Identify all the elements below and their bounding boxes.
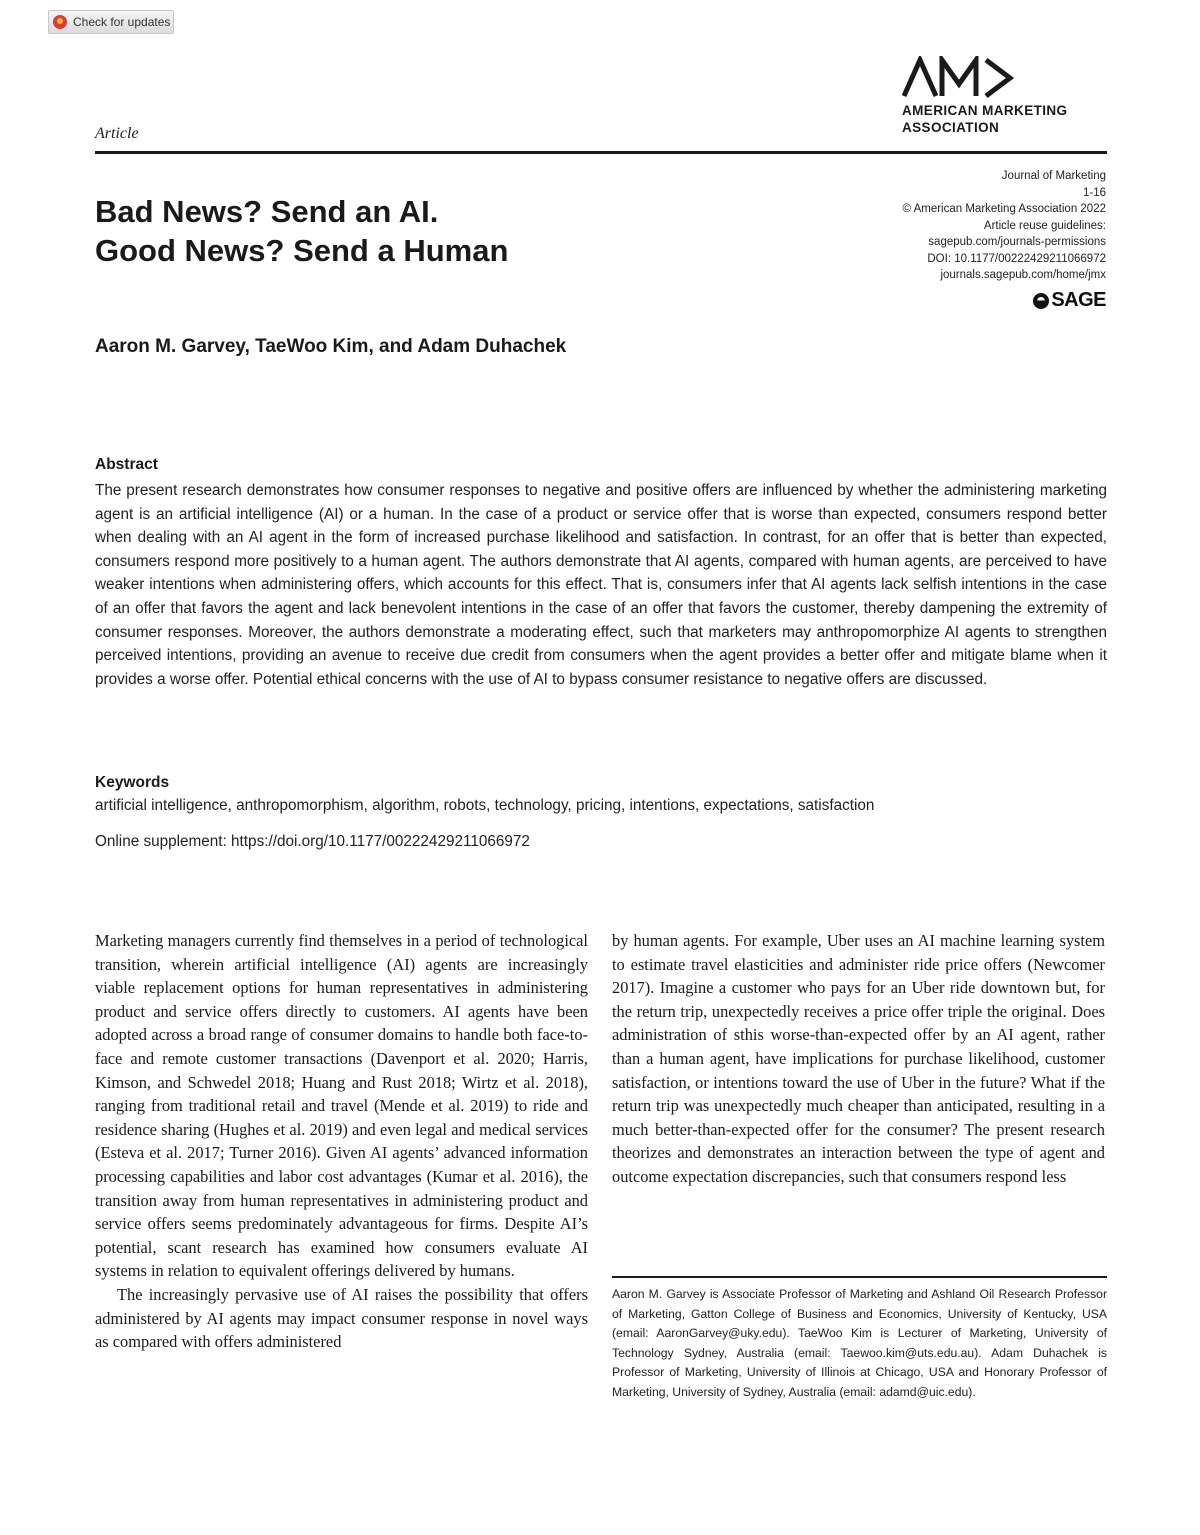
author-list: Aaron M. Garvey, TaeWoo Kim, and Adam Duhachek bbox=[95, 336, 567, 357]
body-paragraph: Marketing managers currently find themselves in a period of technological transition, wherein artificial intelligence (AI) agents are increasingly viable replacement options for human representatives in administering product and service offers directly to customers. AI agents have been adopted across a broad range of consumer domains to handle both face-to-face and remote customer transactions (Davenport et al. 2020; Harris, Kimson, and Schwedel 2018; Huang and Rust 2018; Wirtz et al. 2018), ranging from traditional retail and travel (Mende et al. 2019) to ride and residence sharing (Hughes et al. 2019) and even legal and medical services (Esteva et al. 2017; Turner 2016). Given AI agents’ advanced information processing capabilities and labor cost advantages (Kumar et al. 2016), the transition away from human representatives in administering product and service offers seems predominately advantageous for firms. Despite AI’s potential, scant research has examined how consumers evaluate AI systems in relation to equivalent offerings delivered by humans. bbox=[95, 931, 588, 1281]
journal-link[interactable]: journals.sagepub.com/home/jmx bbox=[940, 269, 1106, 281]
page-range: 1-16 bbox=[1082, 186, 1106, 199]
copyright: © American Marketing Association 2022 bbox=[902, 203, 1106, 215]
reuse-link[interactable]: sagepub.com/journals-permissions bbox=[928, 236, 1106, 248]
title-line-2: Good News? Send a Human bbox=[95, 233, 509, 268]
body-paragraph: by human agents. For example, Uber uses an AI machine learning system to estimate travel elasticities and administer ride price offers (Newcomer 2017). Imagine a customer who pays for an Uber ride downtown but, for the return trip, unexpectedly receives a price offer triple the original. Does administration of sthis worse-than-expected offer by an AI agent, rather than a human agent, have implications for purchase likelihood, customer satisfaction, or intentions toward the use of Uber in the future? What if the return trip was unexpectedly much cheaper than anticipated, resulting in a much better-than-expected offer for the consumer? The present research theorizes and demonstrates an interaction between the type of agent and outcome expectation discrepancies, such that consumers respond less bbox=[612, 931, 1105, 1186]
ama-name bbox=[902, 102, 1112, 136]
title-line-1: Bad News? Send an AI. bbox=[95, 194, 439, 229]
ama-logo-mark-icon bbox=[902, 56, 1014, 100]
update-badge-icon bbox=[53, 15, 67, 29]
header-rule bbox=[95, 151, 1107, 154]
journal-name: Journal of Marketing bbox=[1001, 170, 1106, 182]
body-column-left bbox=[95, 929, 588, 1354]
check-for-updates-label: Check for updates bbox=[73, 15, 171, 29]
ama-name-line1: AMERICAN MARKETING bbox=[902, 103, 1068, 118]
check-for-updates-button[interactable] bbox=[48, 10, 174, 34]
body-paragraph: The increasingly pervasive use of AI raises the possibility that offers administered by AI agents may impact consumer response in novel ways as compared with offers administered bbox=[95, 1284, 588, 1352]
sage-circle-icon bbox=[1033, 293, 1049, 309]
article-title bbox=[95, 192, 795, 270]
ama-name-line2: ASSOCIATION bbox=[902, 120, 1000, 135]
author-affiliations-footnote: Aaron M. Garvey is Associate Professor of Marketing and Ashland Oil Research Professor of Marketing, Gatton College of Business and Economics, University of Kentucky, USA (email: AaronGarvey@uky.edu). TaeWoo Kim is Lecturer of Marketing, University of Technology Sydney, Australia (email: Taewoo.kim@uts.edu.au). Adam Duhachek is Professor of Marketing, University of Illinois at Chicago, USA and Honorary Professor of Marketing, University of Sydney, Australia (email: adamd@uic.edu). bbox=[612, 1287, 1107, 1399]
sage-logo bbox=[1033, 289, 1106, 312]
ama-logo bbox=[902, 56, 1112, 138]
doi[interactable]: DOI: 10.1177/00222429211066972 bbox=[927, 252, 1106, 265]
keywords-heading: Keywords bbox=[95, 774, 170, 791]
journal-info bbox=[806, 168, 1106, 284]
online-supplement-link[interactable]: Online supplement: https://doi.org/10.1177/00222429211066972 bbox=[95, 833, 530, 850]
keywords-text: artificial intelligence, anthropomorphism, algorithm, robots, technology, pricing, intentions, expectations, satisfaction bbox=[95, 797, 875, 814]
reuse-label: Article reuse guidelines: bbox=[983, 219, 1106, 232]
body-column-right bbox=[612, 929, 1105, 1189]
sage-logo-text: SAGE bbox=[1051, 289, 1106, 311]
abstract-text: The present research demonstrates how consumer responses to negative and positive offers are influenced by whether the administering marketing agent is an artificial intelligence (AI) or a human. In the case of a product or service offer that is worse than expected, consumers respond better when dealing with an AI agent in the form of increased purchase likelihood and satisfaction. In contrast, for an offer that is better than expected, consumers respond more positively to a human agent. The authors demonstrate that AI agents, compared with human agents, are perceived to have weaker intentions when administering offers, which accounts for this effect. That is, consumers infer that AI agents lack selfish intentions in the case of an offer that favors the agent and lack benevolent intentions in the case of an offer that favors the customer, thereby dampening the extremity of consumer responses. Moreover, the authors demonstrate a moderating effect, such that marketers may anthropomorphize AI agents to strengthen perceived intentions, providing an avenue to receive due credit from consumers when the agent provides a better offer and mitigate blame when it provides a worse offer. Potential ethical concerns with the use of AI to bypass consumer resistance to negative offers are discussed. bbox=[95, 482, 1107, 688]
footnote-rule bbox=[612, 1276, 1107, 1278]
abstract-heading: Abstract bbox=[95, 456, 158, 473]
article-type-label: Article bbox=[95, 125, 139, 142]
